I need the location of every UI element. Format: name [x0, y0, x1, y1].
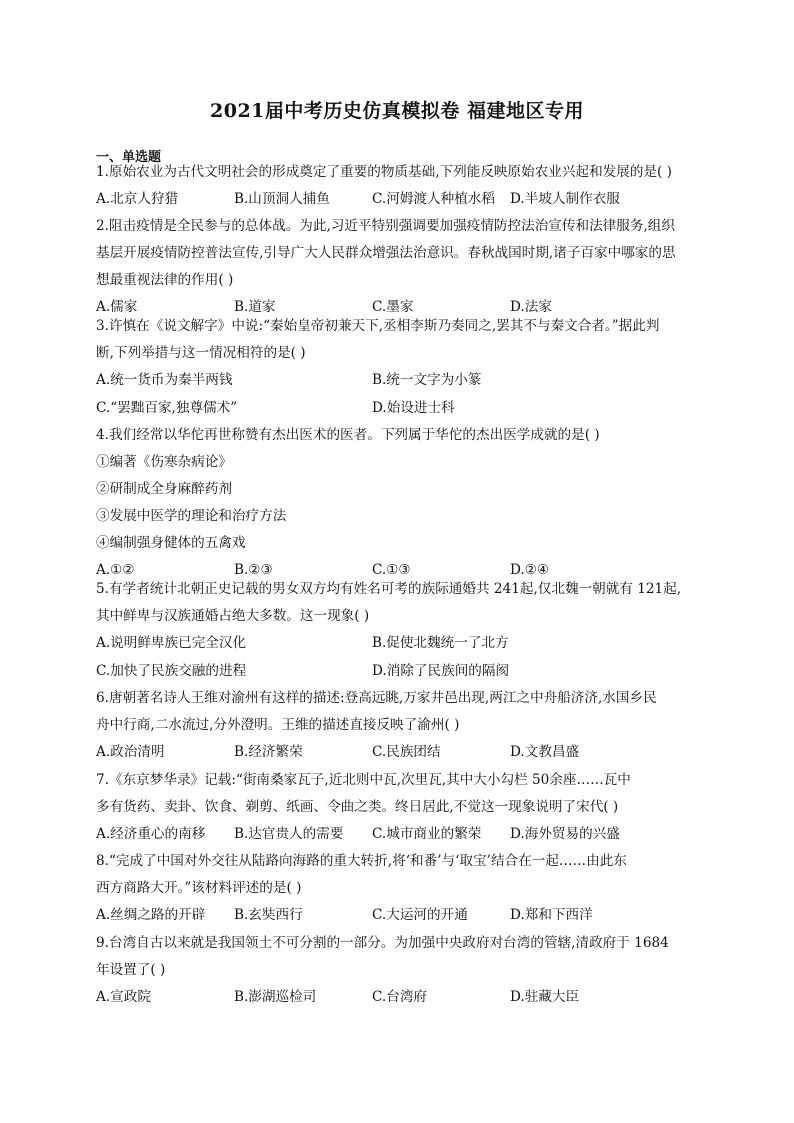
q6-option-a: A.政治清明 — [96, 744, 165, 760]
q8-option-b: B.玄奘西行 — [234, 907, 303, 923]
q5-option-a: A.说明鲜卑族已完全汉化 — [96, 635, 247, 651]
question-4-item-4: ④编制强身健体的五禽戏 — [96, 535, 246, 551]
q9-option-d: D.驻藏大臣 — [510, 989, 580, 1005]
q1-option-a: A.北京人狩猎 — [96, 191, 179, 207]
q1-option-d: D.半坡人制作衣服 — [510, 191, 620, 207]
q2-option-d: D.法家 — [510, 299, 552, 315]
q3-option-a: A.统一货币为秦半两钱 — [96, 372, 233, 388]
q4-option-a: A.①② — [96, 562, 135, 578]
section-heading: 一、单选题 — [96, 150, 162, 165]
q2-option-a: A.儒家 — [96, 299, 138, 315]
q6-option-d: D.文教昌盛 — [510, 744, 580, 760]
q4-option-d: D.②④ — [510, 562, 550, 578]
q7-option-c: C.城市商业的繁荣 — [372, 826, 482, 842]
question-3-line-2: 断,下列举措与这一情况相符的是( ) — [96, 345, 306, 361]
q9-option-a: A.宣政院 — [96, 989, 151, 1005]
q9-option-c: C.台湾府 — [372, 989, 428, 1005]
question-6-line-2: 舟中行商,二水流过,分外澄明。王维的描述直接反映了渝州( ) — [96, 717, 460, 733]
question-9-line-1: 9.台湾自古以来就是我国领土不可分割的一部分。为加强中央政府对台湾的管辖,清政府于 1684 — [96, 935, 669, 951]
question-7-line-1: 7.《东京梦华录》记载:“街南桑家瓦子,近北则中瓦,次里瓦,其中大小勾栏 50余座……瓦中 — [96, 772, 631, 788]
q8-option-c: C.大运河的开通 — [372, 907, 468, 923]
question-8-line-1: 8.“完成了中国对外交往从陆路向海路的重大转折,将‘和番’与‘取宝’结合在一起……由此东 — [96, 853, 627, 869]
q2-option-b: B.道家 — [234, 299, 276, 315]
q5-option-b: B.促使北魏统一了北方 — [372, 635, 509, 651]
question-3-line-1: 3.许慎在《说文解字》中说:“秦始皇帝初兼天下,丞相李斯乃奏同之,罢其不与秦文合者。”据此判 — [96, 318, 660, 334]
q3-option-c: C.“罢黜百家,独尊儒术” — [96, 400, 238, 416]
question-1-line-1: 1.原始农业为古代文明社会的形成奠定了重要的物质基础,下列能反映原始农业兴起和发展的是( ) — [96, 164, 672, 180]
question-8-line-2: 西方商路大开。”该材料评述的是( ) — [96, 880, 302, 896]
question-5-line-2: 其中鲜卑与汉族通婚占绝大多数。这一现象( ) — [96, 608, 370, 624]
question-9-line-2: 年设置了( ) — [96, 962, 166, 978]
question-4-item-1: ①编著《伤寒杂病论》 — [96, 454, 232, 470]
question-4-item-3: ③发展中医学的理论和治疗方法 — [96, 508, 287, 524]
q6-option-c: C.民族团结 — [372, 744, 441, 760]
q4-option-b: B.②③ — [234, 562, 273, 578]
question-5-line-1: 5.有学者统计北朝正史记载的男女双方均有姓名可考的族际通婚共 241起,仅北魏一朝就有 121起, — [96, 581, 682, 597]
q6-option-b: B.经济繁荣 — [234, 744, 303, 760]
q7-option-a: A.经济重心的南移 — [96, 826, 206, 842]
question-2-line-2: 基层开展疫情防控普法宣传,引导广大人民群众增强法治意识。春秋战国时期,诸子百家中哪家的思 — [96, 245, 676, 261]
q1-option-c: C.河姆渡人种植水稻 — [372, 191, 495, 207]
q2-option-c: C.墨家 — [372, 299, 414, 315]
q3-option-b: B.统一文字为小篆 — [372, 372, 482, 388]
question-4-item-2: ②研制成全身麻醉药剂 — [96, 481, 232, 497]
q5-option-c: C.加快了民族交融的进程 — [96, 663, 247, 679]
question-7-line-2: 多有货药、卖卦、饮食、剃剪、纸画、令曲之类。终日居此,不觉这一现象说明了宋代( ) — [96, 799, 619, 815]
q7-option-d: D.海外贸易的兴盛 — [510, 826, 620, 842]
q7-option-b: B.达官贵人的需要 — [234, 826, 344, 842]
q5-option-d: D.消除了民族间的隔阂 — [372, 663, 510, 679]
q4-option-c: C.①③ — [372, 562, 411, 578]
question-2-line-1: 2.阻击疫情是全民参与的总体战。为此,习近平特别强调要加强疫情防控法治宣传和法律服务,组织 — [96, 218, 675, 234]
page-title: 2021届中考历史仿真模拟卷 福建地区专用 — [210, 100, 584, 122]
q3-option-d: D.始设进士科 — [372, 400, 455, 416]
question-2-line-3: 想最重视法律的作用( ) — [96, 272, 234, 288]
question-6-line-1: 6.唐朝著名诗人王维对渝州有这样的描述:登高远眺,万家井邑出现,两江之中舟船济济,水国乡民 — [96, 690, 657, 706]
question-4-line-1: 4.我们经常以华佗再世称赞有杰出医术的医者。下列属于华佗的杰出医学成就的是( ) — [96, 427, 600, 443]
q8-option-a: A.丝绸之路的开辟 — [96, 907, 206, 923]
q1-option-b: B.山顶洞人捕鱼 — [234, 191, 330, 207]
q9-option-b: B.澎湖巡检司 — [234, 989, 317, 1005]
q8-option-d: D.郑和下西洋 — [510, 907, 593, 923]
